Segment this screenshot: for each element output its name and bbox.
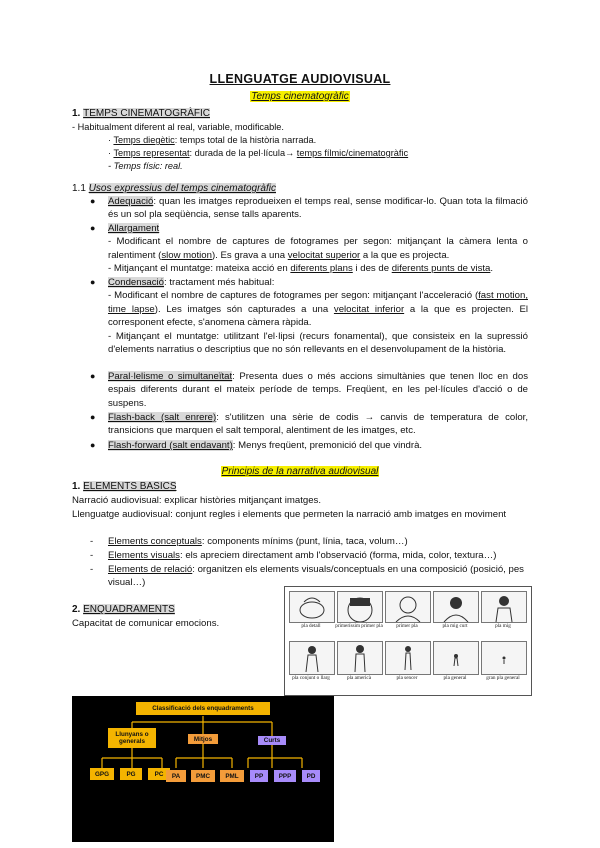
- usos-condensacio: Condensació: tractament més habitual: - Modificant el nombre de captures de fotogrames per segon: mitjançant l'acceleració (fast motion, time lapse). Les imatges són capturades a una velocitat inferior a la que es projecten. El corresponent efecte, s'anomena càmera ràpida. - Mitjançant el muntatge: utilitzant l'el·lipsi (recurs fonamental), que consisteix en la supressió d'elements narratius o descriptius que no són rellevants en el desenvolupament de la història.: [108, 277, 528, 356]
- diagram-group-curts: Curts: [258, 736, 286, 745]
- frame-gran-pla-general: [481, 641, 527, 675]
- caption: pla conjunt o llarg: [292, 675, 330, 681]
- diagram-leaf-pa: PA: [166, 770, 186, 782]
- diagram-group-llunyans: Llunyans o generals: [108, 728, 156, 748]
- section-usos-heading: 1.1 Usos expressius del temps cinematogràfic: [72, 183, 276, 194]
- frame-pm: [481, 591, 527, 623]
- diagram-group-mitjos: Mitjos: [188, 734, 218, 744]
- section-enquadraments-heading: 2. ENQUADRAMENTS: [72, 604, 175, 615]
- dash-icon: -: [90, 536, 94, 547]
- frame-pp: [385, 591, 431, 623]
- item-temps-fisic: - Temps físic: real.: [108, 161, 183, 171]
- diagram-leaf-pc: PC: [148, 768, 170, 780]
- frame-pmc: [433, 591, 479, 623]
- plans-illustration: [284, 586, 532, 696]
- diagram-leaf-pml: PML: [220, 770, 244, 782]
- bullet-icon: ●: [90, 371, 96, 381]
- elements-relacio: Elements de relació: organitzen els elements visuals/conceptuals en una composició (posició, pes visual…): [108, 564, 524, 589]
- bullet-icon: ●: [90, 223, 96, 233]
- subtitle-narrativa: Principis de la narrativa audiovisual: [221, 466, 379, 477]
- bullet-icon: ●: [90, 412, 96, 422]
- diagram-leaf-gpg: GPG: [90, 768, 114, 780]
- diagram-leaf-pp: PP: [250, 770, 268, 782]
- bullet-icon: ●: [90, 277, 96, 287]
- frame-ppp: [337, 591, 383, 623]
- section-temps-heading: 1. TEMPS CINEMATOGRÀFIC: [72, 108, 210, 119]
- caption: pla general: [443, 675, 467, 681]
- dash-icon: -: [90, 564, 94, 575]
- frame-pla-detall: [289, 591, 335, 623]
- usos-paral-lelisme: Paral·lelisme o simultaneïtat: Presenta dues o més accions simultànies que tenen lloc en dos espais diferents durant el mateix període de temps. Freqüent, en les pel·lícules d'acció o de suspens.: [108, 371, 528, 409]
- frame-pla-general: [433, 641, 479, 675]
- caption: gran pla general: [486, 675, 520, 681]
- caption: pla detall: [301, 623, 321, 629]
- section-elements-heading: 1. ELEMENTS BASICS: [72, 481, 177, 492]
- subtitle-temps: Temps cinematogràfic: [251, 91, 349, 102]
- caption: pla mig curt: [442, 623, 468, 629]
- diagram-leaf-pg: PG: [120, 768, 142, 780]
- elements-narracio: Narració audiovisual: explicar històries mitjançant imatges.: [72, 495, 322, 506]
- diagram-leaf-ppp: PPP: [274, 770, 296, 782]
- document-title: LLENGUATGE AUDIOVISUAL: [209, 72, 391, 86]
- usos-flash-back: Flash-back (salt enrere): s'utilitzen una sèrie de codis → canvis de temperatura de color, transicions que marquen el salt temporal, alentiment de les imatges, etc.: [108, 412, 528, 437]
- item-temps-diegetic: · Temps diegètic: temps total de la història narrada.: [108, 135, 317, 145]
- bullet-icon: ●: [90, 440, 96, 450]
- frame-pla-sencer: [385, 641, 431, 675]
- elements-llenguatge: Llenguatge audiovisual: conjunt regles i elements que permeten la narració amb imatges en moviment: [72, 509, 507, 520]
- diagram-root-node: Classificació dels enquadraments: [136, 702, 270, 715]
- diagram-leaf-pmc: PMC: [191, 770, 215, 782]
- elements-visuals: Elements visuals: els apreciem directament amb l'observació (forma, mida, color, textura…): [108, 550, 497, 561]
- bullet-icon: ●: [90, 196, 96, 206]
- usos-flash-forward: Flash-forward (salt endavant): Menys freqüent, premonició del que vindrà.: [108, 440, 423, 451]
- section-temps-intro: - Habitualment diferent al real, variable, modificable.: [72, 122, 284, 132]
- diagram-leaf-pd: PD: [302, 770, 320, 782]
- caption: primer pla: [396, 623, 418, 629]
- caption: pla americà: [346, 675, 372, 681]
- frame-pla-america: [337, 641, 383, 675]
- enquadraments-classification-diagram: [72, 696, 334, 842]
- frame-pla-conjunt: [289, 641, 335, 675]
- enquadraments-text: Capacitat de comunicar emocions.: [72, 618, 220, 629]
- caption: pla mig: [495, 623, 511, 629]
- usos-allargament: Allargament - Modificant el nombre de captures de fotogrames per segon: mitjançant la càmera lenta o ralentiment (slow motion). Es grava a una velocitat superior a la que es projecta. - Mitjançant el muntatge: mateixa acció en diferents plans i des de diferents punts de vista.: [108, 223, 528, 275]
- dash-icon: -: [90, 550, 94, 561]
- caption: primeríssim primer pla: [335, 623, 383, 629]
- usos-adequacio: Adequació: quan les imatges reprodueixen el temps real, sense modificar-lo. Quan tota la filmació és un sol pla seqüència, sense talls aparents.: [108, 196, 528, 221]
- elements-conceptuals: Elements conceptuals: components mínims (punt, línia, taca, volum…): [108, 536, 408, 547]
- item-temps-representat: · Temps representat: durada de la pel·lícula→ temps fílmic/cinematogràfic: [108, 148, 409, 158]
- caption: pla sencer: [396, 675, 418, 681]
